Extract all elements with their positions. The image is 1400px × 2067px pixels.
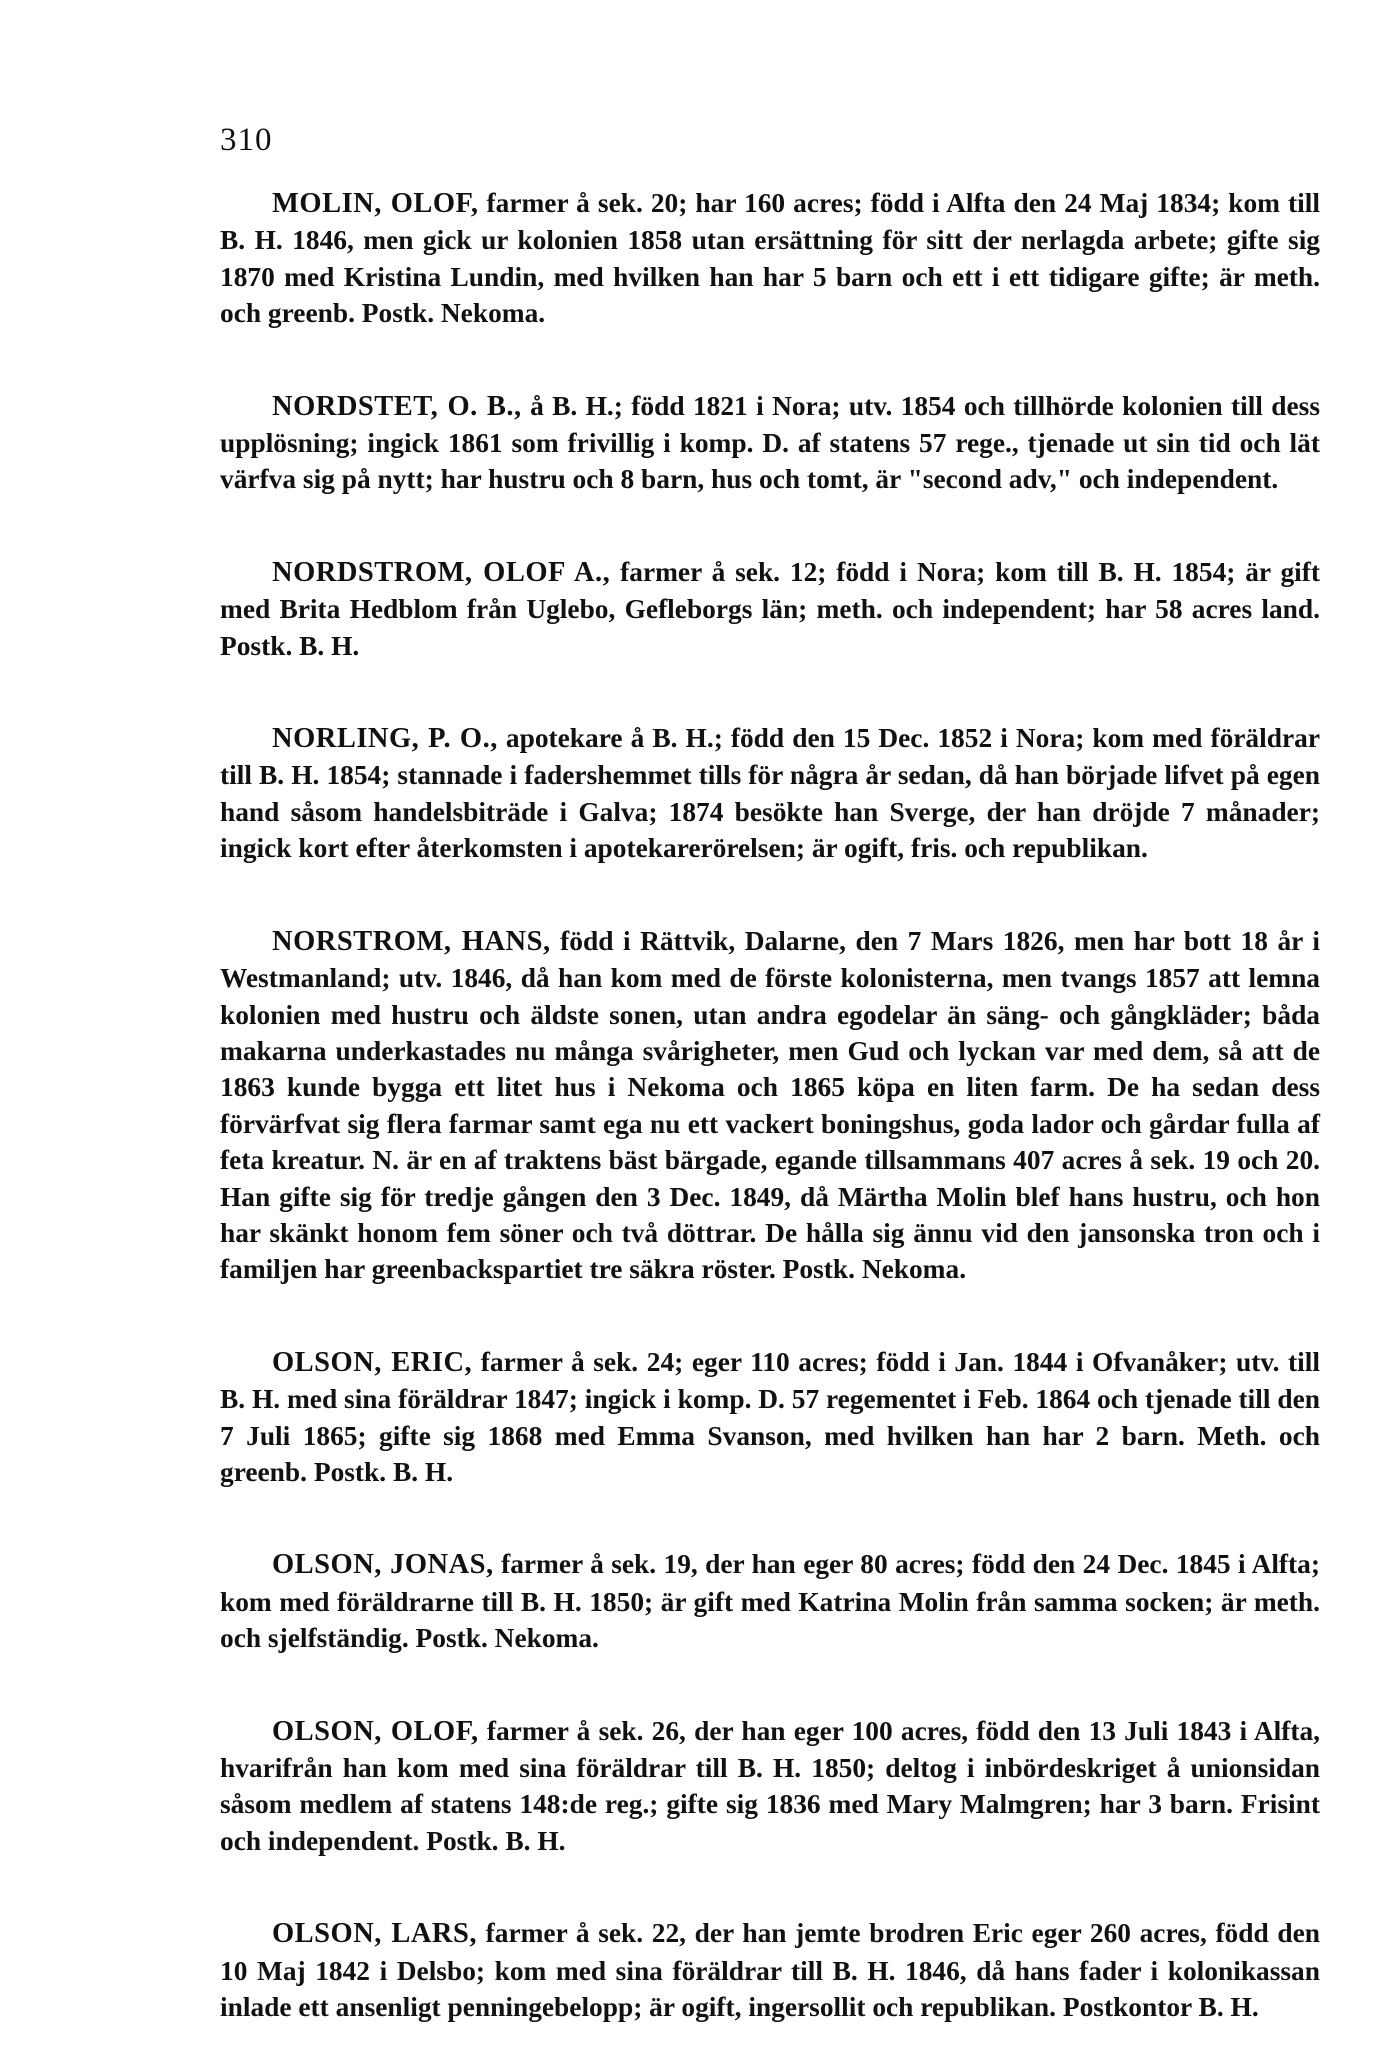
entry-text: farmer å sek. 12; född i Nora; kom till B. H. 1854; är gift med Brita Hedblom från Uglebo, Gefleborgs län; meth. och independent; har 58 acres land. Postk. B. H.	[220, 556, 1320, 661]
entry-text: farmer å sek. 24; eger 110 acres; född i Jan. 1844 i Ofvanåker; utv. till B. H. med sina föräldrar 1847; ingick i komp. D. 57 regementet i Feb. 1864 och tjenade till den 7 Juli 1865; gifte sig 1868 med Emma Svanson, med hvilken han har 2 barn. Meth. och greenb. Postk. B. H.	[220, 1346, 1320, 1487]
entry-norstrom-hans	[220, 923, 1320, 1288]
entry-text: apotekare å B. H.; född den 15 Dec. 1852 i Nora; kom med föräldrar till B. H. 1854; stannade i fadershemmet tills för några år sedan, då han började lifvet på egen hand såsom handelsbiträde i Galva; 1874 besökte han Sverge, der han dröjde 7 månader; ingick kort efter återkomsten i apotekarerörelsen; är ogift, fris. och republikan.	[220, 723, 1320, 864]
page-number: 310	[220, 122, 273, 158]
entry-olson-jonas	[220, 1546, 1320, 1656]
entry-olson-lars	[220, 1915, 1320, 2025]
entry-name: OLSON, OLOF,	[272, 1715, 479, 1747]
entry-name: NORDSTROM, OLOF A.,	[272, 556, 611, 588]
entry-name: NORSTROM, HANS,	[272, 925, 551, 957]
entry-text: farmer å sek. 22, der han jemte brodren Eric eger 260 acres, född den 10 Maj 1842 i Delsbo; kom med sina föräldrar till B. H. 1846, då hans fader i kolonikassan inlade ett ansenligt penningebelopp; är ogift, ingersollit och republikan. Postkontor B. H.	[220, 1918, 1320, 2023]
entry-name: NORLING, P. O.,	[272, 723, 498, 755]
entry-name: OLSON, ERIC,	[272, 1346, 473, 1378]
entry-nordstet	[220, 388, 1320, 498]
entry-text: farmer å sek. 26, der han eger 100 acres, född den 13 Juli 1843 i Alfta, hvarifrån han kom med sina föräldrar till B. H. 1850; deltog i inbördeskriget å unionsidan såsom medlem af statens 148:de reg.; gifte sig 1836 med Mary Malmgren; har 3 barn. Frisint och independent. Postk. B. H.	[220, 1715, 1320, 1856]
page-body	[220, 185, 1320, 2025]
entry-olson-olof	[220, 1713, 1320, 1860]
entry-nordstrom-olof	[220, 554, 1320, 664]
entry-name: OLSON, JONAS,	[272, 1549, 494, 1581]
entry-name: NORDSTET, O. B.,	[272, 390, 522, 422]
entry-molin-olof	[220, 185, 1320, 332]
entry-text: född i Rättvik, Dalarne, den 7 Mars 1826, men har bott 18 år i Westmanland; utv. 1846, då han kom med de förste kolonisterna, men tvangs 1857 att lemna kolonien med hustru och äldste sonen, utan andra egodelar än säng- och gångkläder; båda makarna underkastades nu många svårigheter, men Gud och lyckan var med dem, så att de 1863 kunde bygga ett litet hus i Nekoma och 1865 köpa en liten farm. De ha sedan dess förvärfvat sig flera farmar samt ega nu ett vackert boningshus, goda lador och gårdar fulla af feta kreatur. N. är en af traktens bäst bärgade, egande tillsammans 407 acres å sek. 19 och 20. Han gifte sig för tredje gången den 3 Dec. 1849, då Märtha Molin blef hans hustru, och hon har skänkt honom fem söner och två döttrar. De hålla sig ännu vid den jansonska tron och i familjen har greenbackspartiet tre säkra röster. Postk. Nekoma.	[220, 925, 1320, 1285]
entry-name: MOLIN, OLOF,	[272, 188, 479, 219]
entry-name: OLSON, LARS,	[272, 1918, 477, 1950]
entry-text: farmer å sek. 20; har 160 acres; född i Alfta den 24 Maj 1834; kom till B. H. 1846, men gick ur kolonien 1858 utan ersättning för sitt der nerlagda arbete; gifte sig 1870 med Kristina Lundin, med hvilken han har 5 barn och ett i ett tidigare gifte; är meth. och greenb. Postk. Nekoma.	[220, 188, 1320, 329]
entry-text: farmer å sek. 19, der han eger 80 acres; född den 24 Dec. 1845 i Alfta; kom med föräldrarne till B. H. 1850; är gift med Katrina Molin från samma socken; är meth. och sjelfständig. Postk. Nekoma.	[220, 1549, 1320, 1654]
entry-olson-eric	[220, 1344, 1320, 1491]
entry-text: å B. H.; född 1821 i Nora; utv. 1854 och tillhörde kolonien till dess upplösning; ingick 1861 som frivillig i komp. D. af statens 57 rege., tjenade ut sin tid och lät värfva sig på nytt; har hustru och 8 barn, hus och tomt, är "second adv," och independent.	[220, 390, 1320, 495]
entry-norling	[220, 720, 1320, 867]
